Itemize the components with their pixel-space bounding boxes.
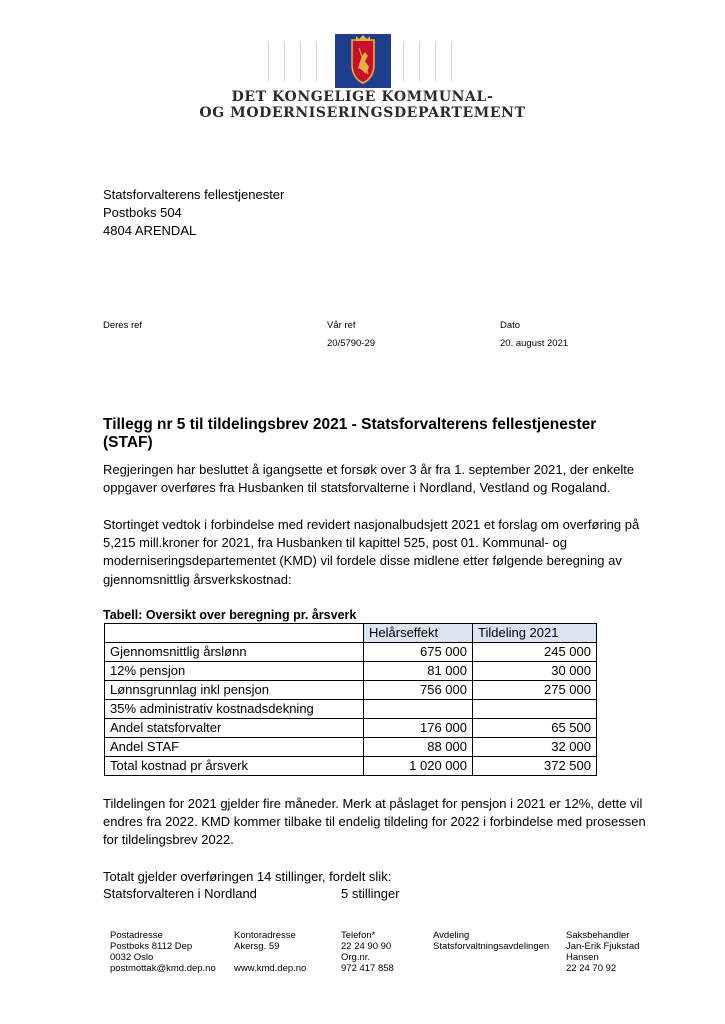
footer-value	[433, 963, 549, 974]
footer-label: Saksbehandler	[566, 930, 630, 941]
allocation-count: 5 stillinger	[341, 886, 400, 901]
coat-of-arms-icon	[335, 34, 391, 88]
date-value: 20. august 2021	[500, 338, 569, 349]
table-row	[105, 757, 597, 776]
footer-kontoradresse	[234, 930, 306, 974]
table-cell: 176 000	[364, 719, 473, 738]
table-row	[105, 700, 597, 719]
allocation-name: Statsforvalteren i Nordland	[103, 886, 257, 901]
footer-email: postmottak@kmd.dep.no	[110, 963, 216, 974]
table-cell: 32 000	[473, 738, 597, 757]
table-row	[105, 643, 597, 662]
footer-website: www.kmd.dep.no	[234, 963, 307, 974]
table-header-row	[105, 624, 597, 643]
paragraph-3-text: Tildelingen for 2021 gjelder fire måneder. Merk at påslaget for pensjon i 2021 er 12%, dette vil endres fra 2022. KMD kommer tilbake til endelig tildeling for 2022 i forbindelse med prosessen for tildelingsbrev 2022.	[103, 796, 646, 848]
footer-value: Statsforvaltningsavdelingen	[433, 941, 550, 952]
ministry-name-line1: DET KONGELIGE KOMMUNAL-	[231, 89, 494, 105]
table-cell: 81 000	[364, 662, 473, 681]
paragraph-2-text: Stortinget vedtok i forbindelse med revidert nasjonalbudsjett 2021 et forslag om overføring på 5,215 mill.kroner for 2021, fra Husbanken til kapittel 525, post 01. Kommunal- og moderniseringsdepartementet (KMD) vil fordele disse midlene etter følgende beregning av gjennomsnittlig årsverkskostnad:	[103, 517, 640, 587]
recipient-name: Statsforvalterens fellestjenester	[103, 187, 285, 202]
footer-label: Avdeling	[433, 930, 470, 941]
table-cell	[364, 700, 473, 719]
table-cell: Gjennomsnittlig årslønn	[105, 643, 364, 662]
table-cell: Andel STAF	[105, 738, 364, 757]
paragraph-3	[103, 795, 663, 850]
table-cell: 1 020 000	[364, 757, 473, 776]
footer-value: 972 417 858	[341, 963, 394, 974]
letter-title: Tillegg nr 5 til tildelingsbrev 2021 - Statsforvalterens fellestjenester (STAF)	[103, 416, 597, 451]
var-ref-value: 20/5790-29	[327, 338, 376, 349]
date-label: Dato	[500, 320, 521, 331]
paragraph-4	[103, 868, 663, 886]
table-header-cell: Helårseffekt	[364, 624, 473, 643]
table-cell: 88 000	[364, 738, 473, 757]
table-cell: 35% administrativ kostnadsdekning	[105, 700, 364, 719]
paragraph-4-text: Totalt gjelder overføringen 14 stillinger, fordelt slik:	[103, 869, 392, 884]
footer-value	[433, 952, 549, 963]
footer-value: Akersg. 59	[234, 941, 280, 952]
recipient-address	[103, 186, 284, 240]
footer-label: Telefon*	[341, 930, 376, 941]
table-row	[105, 719, 597, 738]
table-row	[105, 662, 597, 681]
footer-label: Postadresse	[110, 930, 163, 941]
footer-value: Postboks 8112 Dep	[110, 941, 193, 952]
footer-value: 22 24 90 90	[341, 941, 392, 952]
table-row	[105, 738, 597, 757]
paragraph-2	[103, 516, 663, 589]
footer-avdeling	[433, 930, 549, 974]
table-row	[105, 681, 597, 700]
paragraph-1	[103, 461, 663, 497]
table-header-cell: Tildeling 2021	[473, 624, 597, 643]
table-header-cell	[105, 624, 364, 643]
table-cell: Total kostnad pr årsverk	[105, 757, 364, 776]
table-cell: Andel statsforvalter	[105, 719, 364, 738]
table-caption: Tabell: Oversikt over beregning pr. årsverk	[103, 608, 357, 622]
table-cell: 65 500	[473, 719, 597, 738]
footer-value: 22 24 70 92	[566, 963, 617, 974]
footer-value	[234, 952, 306, 963]
table-cell: 675 000	[364, 643, 473, 662]
recipient-postbox: Postboks 504	[103, 205, 182, 220]
footer-label: Org.nr.	[341, 952, 371, 963]
table-cell: 756 000	[364, 681, 473, 700]
table-cell: 30 000	[473, 662, 597, 681]
deres-ref-label: Deres ref	[103, 320, 143, 331]
paragraph-1-text: Regjeringen har besluttet å igangsette et forsøk over 3 år fra 1. september 2021, der enkelte oppgaver overføres fra Husbanken til statsforvalterne i Nordland, Vestland og Rogaland.	[103, 462, 635, 496]
table-cell: 275 000	[473, 681, 597, 700]
ministry-name-line2: OG MODERNISERINGSDEPARTEMENT	[199, 105, 526, 121]
table-cell: 245 000	[473, 643, 597, 662]
footer-value: Hansen	[566, 952, 599, 963]
table-cell	[473, 700, 597, 719]
var-ref-label: Vår ref	[327, 320, 356, 331]
table-cell: 372 500	[473, 757, 597, 776]
calculation-table	[104, 623, 597, 776]
table-cell: Lønnsgrunnlag inkl pensjon	[105, 681, 364, 700]
footer-telefon	[341, 930, 394, 974]
footer-value: 0032 Oslo	[110, 952, 154, 963]
recipient-city: 4804 ARENDAL	[103, 223, 197, 238]
table-cell: 12% pensjon	[105, 662, 364, 681]
footer-postadresse	[110, 930, 216, 974]
footer-saksbehandler	[566, 930, 639, 974]
footer-value: Jan-Erik Fjukstad	[566, 941, 640, 952]
footer-label: Kontoradresse	[234, 930, 296, 941]
